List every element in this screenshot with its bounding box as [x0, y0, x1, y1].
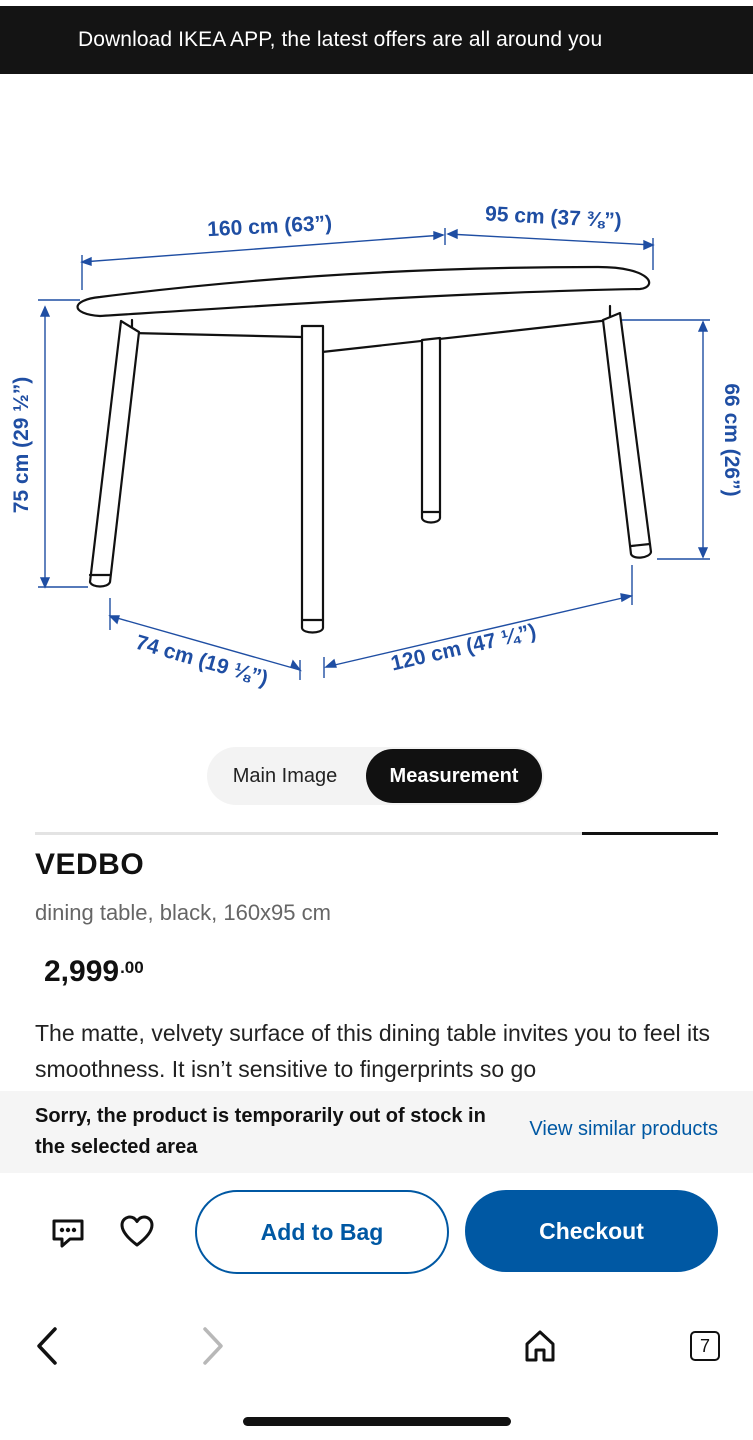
checkout-button[interactable]: Checkout — [465, 1190, 718, 1272]
chevron-right-icon — [197, 1326, 227, 1366]
measurement-diagram — [0, 170, 753, 710]
home-button[interactable] — [518, 1324, 562, 1368]
heart-icon — [119, 1214, 155, 1250]
price-decimal: .00 — [120, 958, 144, 977]
table-drawing — [78, 267, 652, 633]
product-title: VEDBO — [35, 848, 145, 881]
dimension-length: 160 cm (63”) — [206, 211, 333, 242]
dimension-depth: 95 cm (37 ⅜”) — [484, 202, 623, 233]
chat-icon — [49, 1213, 87, 1251]
tab-count: 7 — [690, 1331, 720, 1361]
dimension-height: 75 cm (29 ½”) — [10, 376, 33, 514]
dimension-leg-length: 120 cm (47 ¼”) — [388, 619, 539, 676]
home-indicator — [243, 1417, 511, 1426]
main-image-tab[interactable]: Main Image — [232, 764, 338, 787]
back-button[interactable] — [26, 1324, 70, 1368]
add-to-bag-button[interactable]: Add to Bag — [195, 1190, 449, 1274]
product-description: The matte, velvety surface of this dining table invites you to feel its smoothness. It isn’t sensitive to fingerprints so go — [35, 1020, 711, 1082]
chat-button[interactable] — [49, 1213, 87, 1251]
product-price — [44, 955, 144, 989]
app-download-banner[interactable] — [0, 6, 753, 74]
product-subtitle: dining table, black, 160x95 cm — [35, 900, 331, 925]
out-of-stock-message: Sorry, the product is temporarily out of stock in the selected area — [35, 1105, 486, 1158]
favorite-button[interactable] — [118, 1213, 156, 1251]
forward-button[interactable] — [190, 1324, 234, 1368]
banner-text: Download IKEA APP, the latest offers are all around you — [78, 28, 603, 51]
price-integer: 2,999 — [44, 955, 120, 988]
dimension-leg-depth: 74 cm (19 ⅛”) — [132, 630, 271, 691]
stock-notice — [0, 1091, 753, 1173]
home-icon — [522, 1328, 558, 1364]
image-scroll-thumb — [582, 832, 718, 835]
image-view-toggle — [207, 747, 544, 805]
view-similar-link[interactable]: View similar products — [529, 1118, 718, 1140]
tabs-button[interactable] — [683, 1324, 727, 1368]
measurement-tab[interactable]: Measurement — [366, 749, 542, 803]
dimension-clearance: 66 cm (26”) — [720, 383, 743, 497]
browser-nav-bar — [0, 1310, 753, 1380]
image-scroll-indicator — [35, 832, 718, 835]
chevron-left-icon — [33, 1326, 63, 1366]
